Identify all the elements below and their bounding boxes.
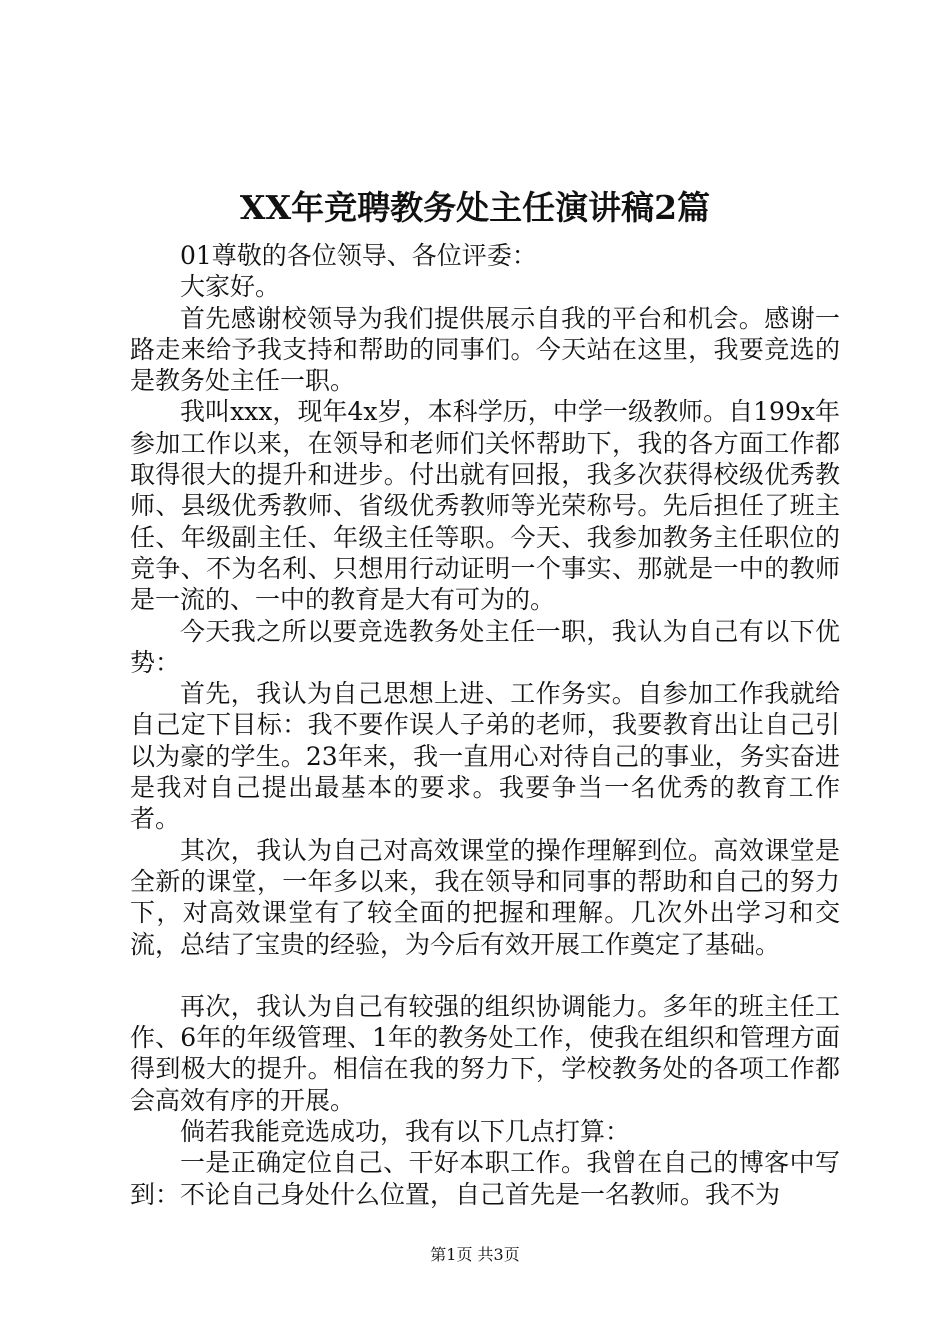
paragraph: 我叫xxx，现年4x岁，本科学历，中学一级教师。自199x年参加工作以来，在领导和老师们关怀帮助下，我的各方面工作都取得很大的提升和进步。付出就有回报，我多次获得校级优秀教师、县级优秀教师、省级优秀教师等光荣称号。先后担任了班主任、年级副主任、年级主任等职。今天、我参加教务主任职位的竞争、不为名利、只想用行动证明一个事实、那就是一中的教师是一流的、一中的教育是大有可为的。 bbox=[130, 397, 840, 615]
paragraph: 再次，我认为自己有较强的组织协调能力。多年的班主任工作、6年的年级管理、1年的教务处工作，使我在组织和管理方面得到极大的提升。相信在我的努力下，学校教务处的各项工作都会高效有序的开展。 bbox=[130, 991, 840, 1115]
paragraph: 首先感谢校领导为我们提供展示自我的平台和机会。感谢一路走来给予我支持和帮助的同事们。今天站在这里，我要竞选的是教务处主任一职。 bbox=[130, 303, 840, 396]
paragraph: 倘若我能竞选成功，我有以下几点打算： bbox=[180, 1117, 631, 1147]
page-title: XX年竞聘教务处主任演讲稿2篇 bbox=[239, 188, 711, 227]
paragraph: 一是正确定位自己、干好本职工作。我曾在自己的博客中写到：不论自己身处什么位置，自己首先是一名教师。我不为 bbox=[130, 1148, 840, 1209]
paragraph: 首先，我认为自己思想上进、工作务实。自参加工作我就给自己定下目标：我不要作误人子弟的老师，我要教育出让自己引以为豪的学生。23年来，我一直用心对待自己的事业，务实奋进是我对自己提出最基本的要求。我要争当一名优秀的教育工作者。 bbox=[130, 679, 840, 834]
document-body bbox=[130, 240, 840, 1210]
page-number-footer: 第1页 共3页 bbox=[430, 1245, 520, 1264]
paragraph: 大家好。 bbox=[180, 272, 281, 302]
paragraph: 其次，我认为自己对高效课堂的操作理解到位。高效课堂是全新的课堂，一年多以来，我在领导和同事的帮助和自己的努力下，对高效课堂有了较全面的把握和理解。几次外出学习和交流，总结了宝贵的经验，为今后有效开展工作奠定了基础。 bbox=[130, 835, 840, 959]
paragraph: 今天我之所以要竞选教务处主任一职，我认为自己有以下优势： bbox=[130, 616, 840, 677]
paragraph: 01尊敬的各位领导、各位评委： bbox=[180, 241, 537, 270]
